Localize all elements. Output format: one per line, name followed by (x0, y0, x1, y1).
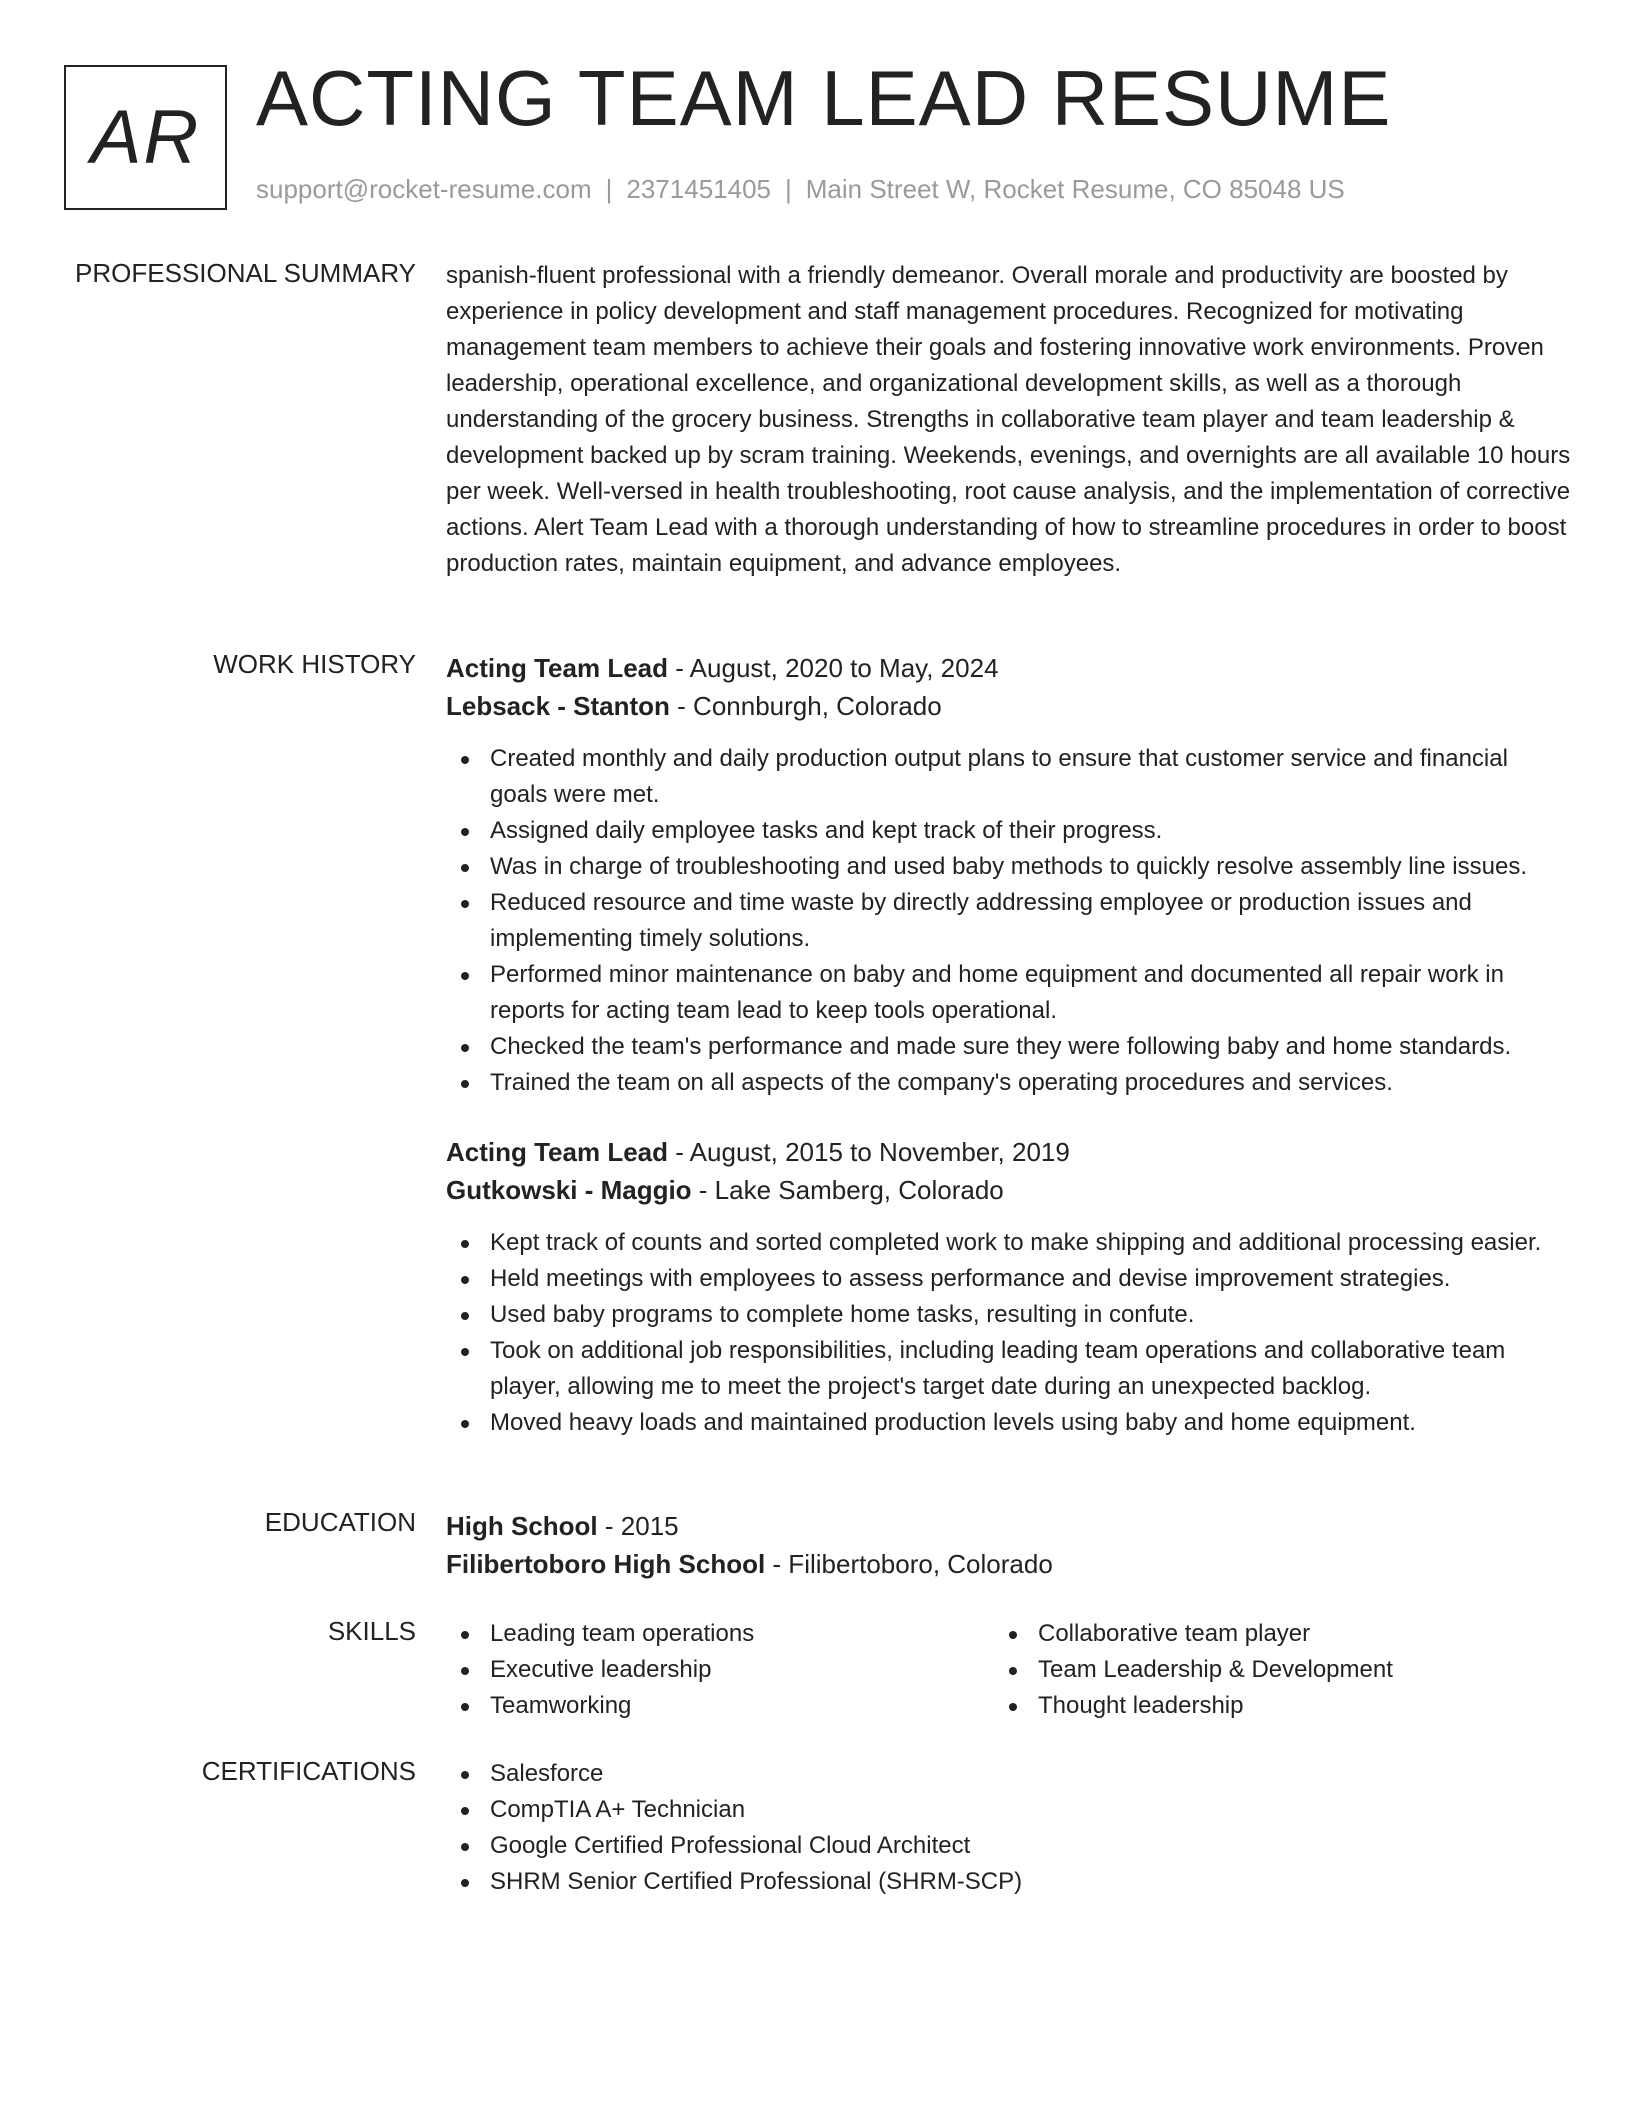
list-item: Took on additional job responsibilities, including leading team operations and collaborative team player, allowing me to meet the project's target date during an unexpected backlog. (446, 1333, 1571, 1405)
skills-grid (446, 1616, 1571, 1724)
list-item: Performed minor maintenance on baby and home equipment and documented all repair work in reports for acting team lead to keep tools operational. (446, 957, 1571, 1029)
job-company-line (446, 687, 1571, 725)
certifications-body (446, 1756, 1571, 1900)
summary-label: PROFESSIONAL SUMMARY (75, 258, 416, 288)
list-item: SHRM Senior Certified Professional (SHRM-SCP) (446, 1864, 1571, 1900)
list-item: Checked the team's performance and made sure they were following baby and home standards. (446, 1029, 1571, 1065)
list-item: Trained the team on all aspects of the company's operating procedures and services. (446, 1065, 1571, 1101)
skills-list-right (994, 1616, 1542, 1724)
list-item: Team Leadership & Development (994, 1652, 1542, 1688)
list-item: Moved heavy loads and maintained production levels using baby and home equipment. (446, 1405, 1571, 1441)
job-entry (446, 649, 1571, 1101)
contact-email[interactable]: support@rocket-resume.com (256, 174, 592, 204)
list-item: Used baby programs to complete home tasks, resulting in confute. (446, 1297, 1571, 1333)
job-location: - Lake Samberg, Colorado (691, 1175, 1004, 1205)
job-company: Lebsack - Stanton (446, 691, 670, 721)
job-title-line (446, 649, 1571, 687)
list-item: Kept track of counts and sorted completed work to make shipping and additional processing easier. (446, 1225, 1571, 1261)
contact-separator: | (605, 174, 613, 204)
resume-title: ACTING TEAM LEAD RESUME (256, 54, 1392, 142)
list-item: Thought leadership (994, 1688, 1542, 1724)
education-school: Filibertoboro High School (446, 1549, 766, 1579)
list-item: CompTIA A+ Technician (446, 1792, 1571, 1828)
list-item: Collaborative team player (994, 1616, 1542, 1652)
list-item: Reduced resource and time waste by directly addressing employee or production issues and implementing timely solutions. (446, 885, 1571, 957)
job-title: Acting Team Lead (446, 1137, 669, 1167)
education-year: - 2015 (597, 1511, 679, 1541)
list-item: Was in charge of troubleshooting and used baby methods to quickly resolve assembly line issues. (446, 849, 1571, 885)
job-bullets (446, 741, 1571, 1101)
contact-line (256, 174, 1345, 205)
job-company-line (446, 1171, 1571, 1209)
job-title-line (446, 1133, 1571, 1171)
contact-phone[interactable]: 2371451405 (626, 174, 771, 204)
list-item: Executive leadership (446, 1652, 994, 1688)
monogram-box (64, 65, 227, 210)
contact-separator: | (785, 174, 792, 204)
job-company: Gutkowski - Maggio (446, 1175, 692, 1205)
monogram-initials: AR (90, 95, 201, 180)
list-item: Assigned daily employee tasks and kept track of their progress. (446, 813, 1571, 849)
summary-text: spanish-fluent professional with a friendly demeanor. Overall morale and productivity are boosted by experience in policy development and staff management procedures. Recognized for motivating management team members to achieve their goals and fostering innovative work environments. Proven leadership, operational excellence, and organizational development skills, as well as a thorough understanding of the grocery business. Strengths in collaborative team player and team leadership & development backed up by scram training. Weekends, evenings, and overnights are all available 10 hours per week. Well-versed in health troubleshooting, root cause analysis, and the implementation of corrective actions. Alert Team Lead with a thorough understanding of how to streamline procedures in order to boost production rates, maintain equipment, and advance employees. (446, 262, 1571, 577)
education-degree: High School (446, 1511, 598, 1541)
work-history-label: WORK HISTORY (213, 649, 416, 679)
job-entry (446, 1133, 1571, 1441)
job-title: Acting Team Lead (446, 653, 669, 683)
list-item: Teamworking (446, 1688, 994, 1724)
certifications-list (446, 1756, 1571, 1900)
list-item: Held meetings with employees to assess performance and devise improvement strategies. (446, 1261, 1571, 1297)
job-dates: - August, 2020 to May, 2024 (668, 653, 999, 683)
list-item: Salesforce (446, 1756, 1571, 1792)
job-dates: - August, 2015 to November, 2019 (668, 1137, 1070, 1167)
education-school-line (446, 1545, 1571, 1583)
certifications-label: CERTIFICATIONS (201, 1756, 416, 1786)
job-location: - Connburgh, Colorado (669, 691, 942, 721)
education-body (446, 1507, 1571, 1583)
skills-body (446, 1616, 1571, 1724)
skills-label: SKILLS (327, 1616, 416, 1646)
skills-list-left (446, 1616, 994, 1724)
list-item: Created monthly and daily production output plans to ensure that customer service and financial goals were met. (446, 741, 1571, 813)
education-label: EDUCATION (264, 1507, 416, 1537)
list-item: Leading team operations (446, 1616, 994, 1652)
job-bullets (446, 1225, 1571, 1441)
education-degree-line (446, 1507, 1571, 1545)
education-location: - Filibertoboro, Colorado (765, 1549, 1053, 1579)
work-history-body (446, 649, 1571, 1441)
list-item: Google Certified Professional Cloud Architect (446, 1828, 1571, 1864)
contact-address: Main Street W, Rocket Resume, CO 85048 US (805, 174, 1345, 204)
